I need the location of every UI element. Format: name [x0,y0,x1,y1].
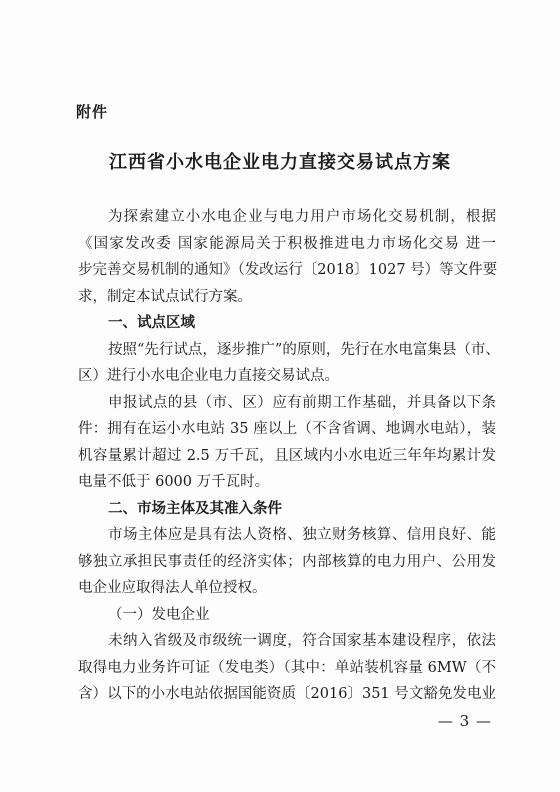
document-body [78,204,500,708]
section-heading: 一、试点区域 [108,315,195,331]
section-heading: 二、市场主体及其准入条件 [108,500,282,517]
paragraph-line: 步完善交易机制的通知》（发改运行〔2018〕1027 号）等文件要 [78,262,498,278]
paragraph-line: 取得电力业务许可证（发电类）（其中：单站装机容量 6MW（不 [78,659,496,676]
paragraph-line: 够独立承担民事责任的经济实体；内部核算的电力用户、公用发 [78,553,496,570]
paragraph-line: 电企业应取得法人单位授权。 [78,580,267,596]
paragraph-line: 未纳入省级及市级统一调度，符合国家基本建设程序，依法 [108,633,496,649]
paragraph-line: 件：拥有在运小水电站 35 座以上（不含省调、地调水电站），装 [78,421,496,437]
subsection-heading: （一）发电企业 [108,606,210,623]
paragraph-line: 市场主体应是具有法人资格、独立财务核算、信用良好、能 [108,527,496,543]
paragraph-line: 按照“先行试点，逐步推广”的原则，先行在水电富集县（市、 [108,341,500,358]
paragraph-line: 为探索建立小水电企业与电力用户市场化交易机制，根据 [108,209,496,225]
paragraph-line: 《国家发改委 国家能源局关于积极推进电力市场化交易 进一 [78,235,496,252]
page-number: — 3 — [437,712,492,730]
document-title: 江西省小水电企业电力直接交易试点方案 [109,152,451,173]
paragraph-line: 区）进行小水电企业电力直接交易试点。 [78,368,339,384]
paragraph-line: 求，制定本试点试行方案。 [78,288,252,305]
paragraph-line: 电量不低于 6000 万千瓦时。 [78,474,270,490]
attachment-label: 附件 [76,103,109,121]
paragraph-line: 含）以下的小水电站依据国能资质〔2016〕351 号文豁免发电业 [78,686,496,702]
paragraph-line: 申报试点的县（市、区）应有前期工作基础，并具备以下条 [108,394,496,411]
paragraph-line: 机容量累计超过 2.5 万千瓦，且区域内小水电近三年年均累计发 [78,447,496,464]
